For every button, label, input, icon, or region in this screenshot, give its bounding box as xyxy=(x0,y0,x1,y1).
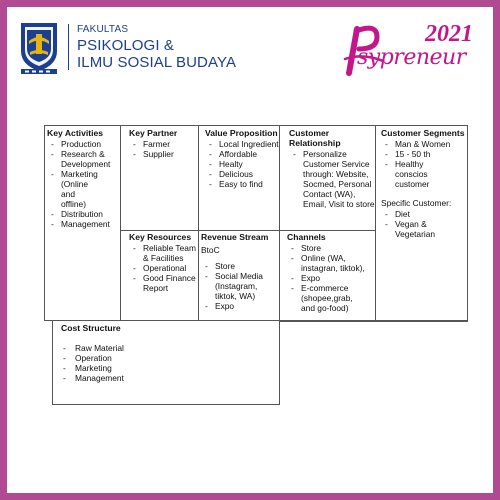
list-item: - Healty xyxy=(205,159,279,169)
key-activities-cell xyxy=(45,126,121,321)
list-item: - Expo xyxy=(201,301,279,311)
list-item: - Production xyxy=(47,139,120,149)
list-item: - Research & Development xyxy=(47,149,120,169)
key-activities-title: Key Activities xyxy=(47,128,104,138)
list-item: - Delicious xyxy=(205,169,279,179)
customer-segments-title: Customer Segments xyxy=(381,128,465,138)
key-resources-title: Key Resources xyxy=(129,232,192,242)
brand-word: sypreneur xyxy=(357,45,466,70)
revenue-stream-cell xyxy=(199,231,280,321)
list-item: - Man & Women xyxy=(381,139,468,149)
channels-cell xyxy=(280,231,376,321)
customer-relationship-cell xyxy=(280,126,376,231)
key-partner-title: Key Partner xyxy=(129,128,178,138)
list-item: - Personalize Customer Service through: Website, Socmed, Personal Contact (WA), xyxy=(289,149,375,199)
brand-year: 2021 xyxy=(425,21,473,47)
value-proposition-cell xyxy=(199,126,280,231)
business-model-canvas xyxy=(44,125,468,321)
list-item: - Operational xyxy=(129,263,198,273)
list-item: - Healthy conscios customer xyxy=(381,159,468,189)
list-item: - Store xyxy=(287,243,375,253)
customer-segments-cell xyxy=(376,126,468,321)
faculty-name-line1: PSIKOLOGI & xyxy=(77,37,174,54)
revenue-stream-title: Revenue Stream xyxy=(201,232,269,242)
cost-structure-title: Cost Structure xyxy=(61,323,121,333)
list-item: - Management xyxy=(47,219,120,229)
list-item: - Raw Material xyxy=(61,343,279,353)
specific-customer-label: Specific Customer: xyxy=(381,198,452,208)
key-resources-cell xyxy=(121,231,199,321)
list-item: - Social Media (Instagram, tiktok, WA) xyxy=(201,271,279,301)
faculty-name-line2: ILMU SOSIAL BUDAYA xyxy=(77,54,237,71)
psypreneur-logo xyxy=(343,19,473,77)
customer-relationship-title: Customer Relationship xyxy=(289,128,341,148)
list-item: - Vegan & Vegetarian xyxy=(381,219,468,239)
list-item: - Online (WA, instagran, tiktok), xyxy=(287,253,375,273)
list-item: - Easy to find xyxy=(205,179,279,189)
key-partner-cell xyxy=(121,126,199,231)
channels-title: Channels xyxy=(287,232,326,242)
list-item: - Affordable xyxy=(205,149,279,159)
university-seal-logo xyxy=(17,21,61,75)
list-item: - Good Finance Report xyxy=(129,273,198,293)
list-item: - Marketing (Online and offline) xyxy=(47,169,120,209)
list-item: - Distribution xyxy=(47,209,120,219)
list-item: - Management xyxy=(61,373,279,383)
list-item: - Farmer xyxy=(129,139,198,149)
list-item: - Diet xyxy=(381,209,468,219)
faculty-label: FAKULTAS xyxy=(77,24,129,35)
list-item: - Expo xyxy=(287,273,375,283)
list-item: - Reliable Team & Facilities xyxy=(129,243,198,263)
list-item: - Operation xyxy=(61,353,279,363)
canvas-bottom-line xyxy=(279,321,468,322)
customer-relationship-extra: Email, Visit to store xyxy=(303,199,375,209)
list-item: - Local Ingredient xyxy=(205,139,279,149)
header-divider xyxy=(68,24,69,70)
value-proposition-title: Value Proposition xyxy=(205,128,278,138)
list-item: - Store xyxy=(201,261,279,271)
list-item: - E-commerce (shopee,grab, and go-food) xyxy=(287,283,375,313)
list-item: - Supplier xyxy=(129,149,198,159)
revenue-stream-subtitle: BtoC xyxy=(201,245,220,255)
cost-structure-cell xyxy=(52,321,280,405)
list-item: - Marketing xyxy=(61,363,279,373)
page-frame xyxy=(7,7,493,493)
list-item: - 15 - 50 th xyxy=(381,149,468,159)
